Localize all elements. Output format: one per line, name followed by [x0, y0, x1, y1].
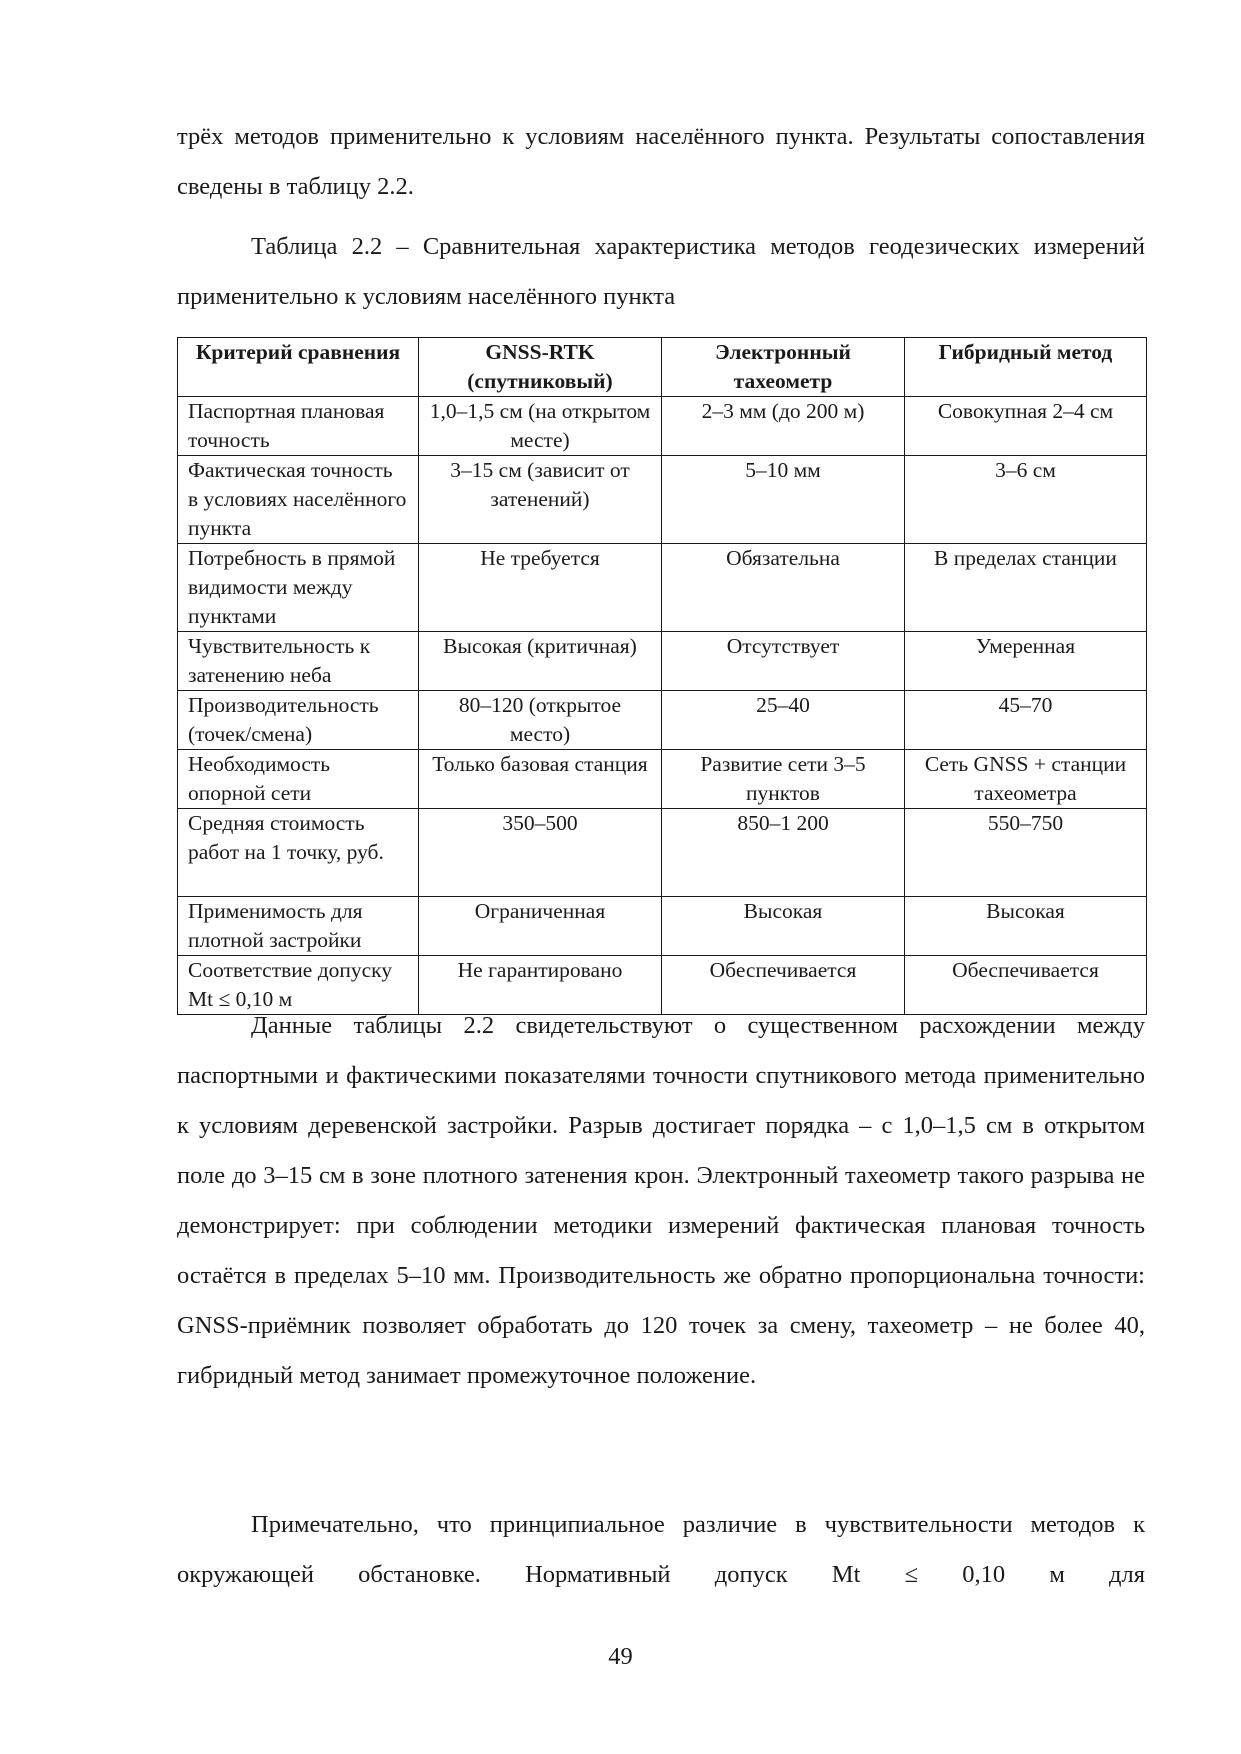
table-header-row: [178, 338, 1147, 397]
row-hybrid-value: Сеть GNSS + станции тахеометра: [905, 750, 1147, 809]
header-criterion: Критерий сравнения: [178, 338, 419, 397]
header-gnss-rtk: GNSS-RTK (спутниковый): [419, 338, 662, 397]
analysis-paragraph: Данные таблицы 2.2 свидетельствуют о существенном расхождении между паспортными и фактическими показателями точности спутникового метода применительно к условиям деревенской застройки. Разрыв достигает порядка – с 1,0–1,5 см в открытом поле до 3–15 см в зоне плотного затенения крон. Электронный тахеометр такого разрыва не демонстрирует: при соблюдении методики измерений фактическая плановая точность остаётся в пределах 5–10 мм. Производительность же обратно пропорциональна точности: GNSS-приёмник позволяет обработать до 120 точек за смену, тахеометр – не более 40, гибридный метод занимает промежуточное положение.: [177, 1012, 1145, 1389]
row-station-value: Развитие сети 3–5 пунктов: [662, 750, 905, 809]
header-hybrid: Гибридный метод: [905, 338, 1147, 397]
row-station-value: Обеспечивается: [662, 956, 905, 1015]
row-gnss-value: Не гарантировано: [419, 956, 662, 1015]
page-number: 49: [608, 1643, 633, 1670]
row-criterion: Средняя стоимость работ на 1 точку, руб.: [178, 809, 419, 897]
row-hybrid-value: 550–750: [905, 809, 1147, 897]
table-row: [178, 456, 1147, 544]
row-criterion: Потребность в прямой видимости между пунктами: [178, 544, 419, 632]
row-station-value: 5–10 мм: [662, 456, 905, 544]
row-hybrid-value: Совокупная 2–4 см: [905, 397, 1147, 456]
row-criterion: Производительность (точек/смена): [178, 691, 419, 750]
table-row: [178, 397, 1147, 456]
row-hybrid-value: Умеренная: [905, 632, 1147, 691]
table-row: [178, 632, 1147, 691]
intro-paragraph: трёх методов применительно к условиям населённого пункта. Результаты сопоставления сведены в таблицу 2.2.: [177, 123, 1145, 200]
row-criterion: Применимость для плотной застройки: [178, 897, 419, 956]
row-criterion: Фактическая точность в условиях населённого пункта: [178, 456, 419, 544]
closing-paragraph: Примечательно, что принципиальное различие в чувствительности методов к окружающей обстановке. Нормативный допуск Mt ≤ 0,10 м для: [177, 1511, 1145, 1588]
table-row: [178, 809, 1147, 897]
table-row: [178, 691, 1147, 750]
table-row: [178, 750, 1147, 809]
row-hybrid-value: 45–70: [905, 691, 1147, 750]
row-gnss-value: 350–500: [419, 809, 662, 897]
table-row: [178, 544, 1147, 632]
row-hybrid-value: В пределах станции: [905, 544, 1147, 632]
row-gnss-value: Ограниченная: [419, 897, 662, 956]
row-criterion: Необходимость опорной сети: [178, 750, 419, 809]
row-gnss-value: 1,0–1,5 см (на открытом месте): [419, 397, 662, 456]
row-gnss-value: Высокая (критичная): [419, 632, 662, 691]
row-hybrid-value: 3–6 см: [905, 456, 1147, 544]
row-gnss-value: 80–120 (открытое место): [419, 691, 662, 750]
row-station-value: Обязательна: [662, 544, 905, 632]
row-criterion: Паспортная плановая точность: [178, 397, 419, 456]
row-gnss-value: Только базовая станция: [419, 750, 662, 809]
row-gnss-value: Не требуется: [419, 544, 662, 632]
row-hybrid-value: Высокая: [905, 897, 1147, 956]
header-total-station: Электронный тахеометр: [662, 338, 905, 397]
row-station-value: Отсутствует: [662, 632, 905, 691]
row-criterion: Соответствие допуску Mt ≤ 0,10 м: [178, 956, 419, 1015]
row-station-value: 25–40: [662, 691, 905, 750]
table-caption: Таблица 2.2 – Сравнительная характеристика методов геодезических измерений применительно к условиям населённого пункта: [177, 233, 1145, 310]
row-criterion: Чувствительность к затенению неба: [178, 632, 419, 691]
row-station-value: 2–3 мм (до 200 м): [662, 397, 905, 456]
row-station-value: 850–1 200: [662, 809, 905, 897]
row-gnss-value: 3–15 см (зависит от затенений): [419, 456, 662, 544]
table-row: [178, 897, 1147, 956]
comparison-table: [177, 337, 1147, 1015]
row-station-value: Высокая: [662, 897, 905, 956]
row-hybrid-value: Обеспечивается: [905, 956, 1147, 1015]
